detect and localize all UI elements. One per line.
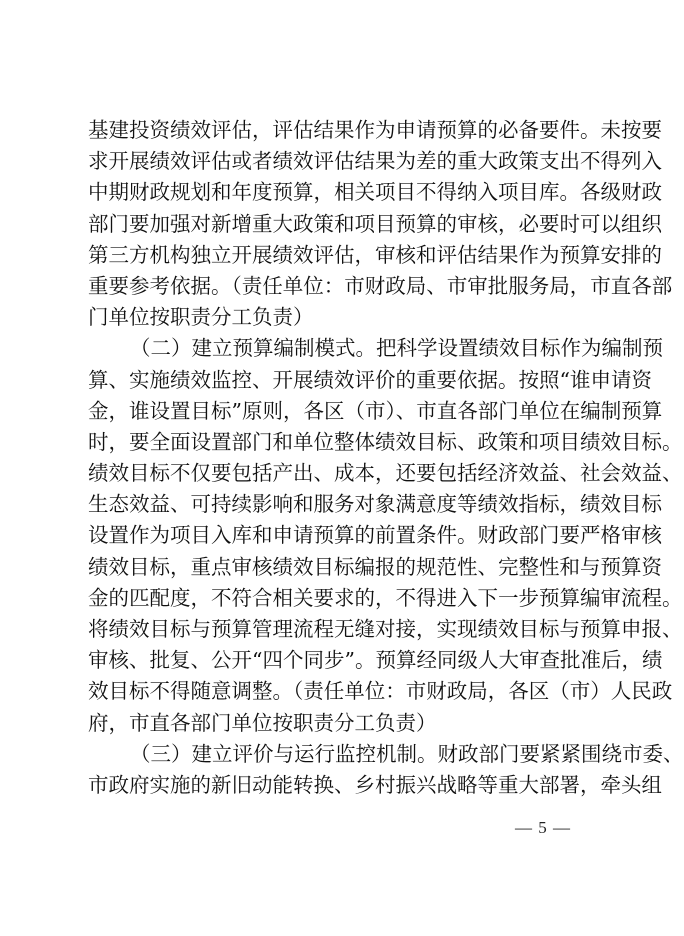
text-line: 金的匹配度，不符合相关要求的，不得进入下一步预算编审流程。 [88,585,683,610]
body-text [88,115,684,801]
text-line: 设置作为项目入库和申请预算的前置条件。财政部门要严格审核 [88,523,662,548]
text-line: 市政府实施的新旧动能转换、乡村振兴战略等重大部署，牵头组 [88,772,662,797]
text-line: （三）建立评价与运行监控机制。财政部门要紧紧围绕市委、 [130,741,684,766]
text-line: 第三方机构独立开展绩效评估，审核和评估结果作为预算安排的 [88,242,662,267]
text-line: 门单位按职责分工负责） [88,305,314,330]
text-line: 金，谁设置目标”原则，各区（市）、市直各部门单位在编制预算 [88,398,663,423]
text-line: 求开展绩效评估或者绩效评估结果为差的重大政策支出不得列入 [88,149,662,174]
text-line: 将绩效目标与预算管理流程无缝对接，实现绩效目标与预算申报、 [88,617,683,641]
text-line: 基建投资绩效评估，评估结果作为申请预算的必备要件。未按要 [88,118,662,142]
text-line: 算、实施绩效监控、开展绩效评价的重要依据。按照“谁申请资 [88,367,652,392]
text-line: 绩效目标不仅要包括产出、成本，还要包括经济效益、社会效益、 [88,461,683,486]
page-number: — 5 — [515,818,571,837]
text-line: 部门要加强对新增重大政策和项目预算的审核，必要时可以组织 [88,211,662,236]
text-line: 中期财政规划和年度预算，相关项目不得纳入项目库。各级财政 [88,180,662,205]
text-line: 生态效益、可持续影响和服务对象满意度等绩效指标，绩效目标 [88,492,662,517]
text-line: 效目标不得随意调整。（责任单位：市财政局，各区（市）人民政 [88,679,673,704]
text-line: （二）建立预算编制模式。把科学设置绩效目标作为编制预 [130,336,663,361]
text-line: 绩效目标，重点审核绩效目标编报的规范性、完整性和与预算资 [88,554,662,579]
text-line: 重要参考依据。（责任单位：市财政局、市审批服务局，市直各部 [88,273,673,298]
text-line: 时，要全面设置部门和单位整体绩效目标、政策和项目绩效目标。 [88,429,683,454]
text-line: 府，市直各部门单位按职责分工负责） [88,710,437,735]
text-line: 审核、批复、公开“四个同步”。预算经同级人大审查批准后，绩 [88,648,663,673]
